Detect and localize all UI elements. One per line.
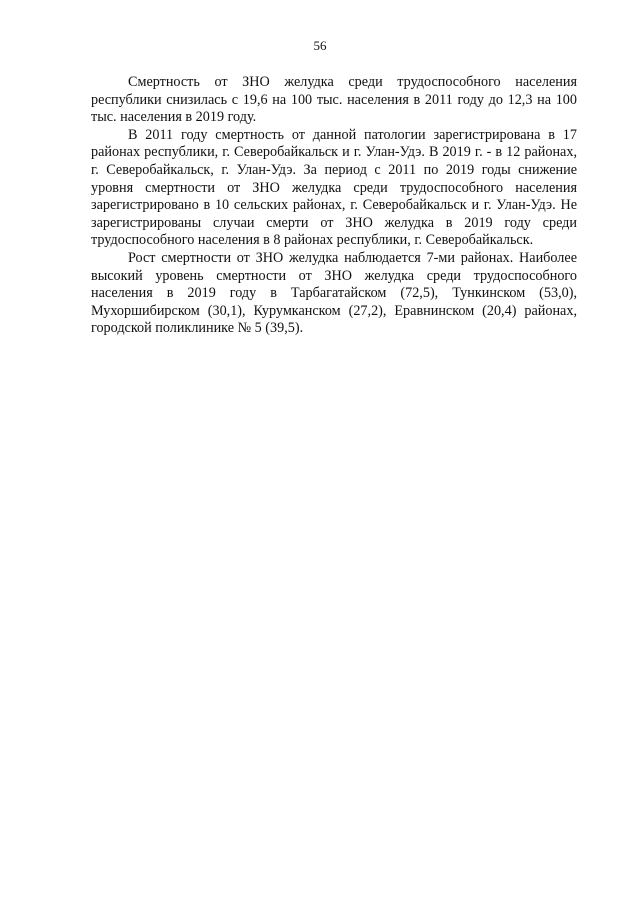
page-number: 56	[313, 38, 327, 53]
paragraph-regional-registration: В 2011 году смертность от данной патологии зарегистрирована в 17 районах республики, г. Северобайкальск и г. Улан-Удэ. В 2019 г. - в 12 районах, г. Северобайкальск, г. Улан-Удэ. За период с 2011 по 2019 годы снижение уровня смертности от ЗНО желудка среди трудоспособного населения зарегистрировано в 10 сельских районах, г. Северобайкальск и г. Улан-Удэ. Не зарегистрированы случаи смерти от ЗНО желудка в 2019 году среди трудоспособного населения в 8 районах республики, г. Северобайкальск.	[91, 126, 577, 249]
document-body	[91, 74, 577, 338]
paragraph-mortality-decline: Смертность от ЗНО желудка среди трудоспособного населения республики снизилась с 19,6 на 100 тыс. населения в 2011 году до 12,3 на 100 тыс. населения в 2019 году.	[91, 74, 577, 126]
paragraph-mortality-growth: Рост смертности от ЗНО желудка наблюдается 7-ми районах. Наиболее высокий уровень смертности от ЗНО желудка среди трудоспособного населения в 2019 году в Тарбагатайском (72,5), Тункинском (53,0), Мухоршибирском (30,1), Курумканском (27,2), Еравнинском (20,4) районах, городской поликлинике № 5 (39,5).	[91, 249, 577, 337]
